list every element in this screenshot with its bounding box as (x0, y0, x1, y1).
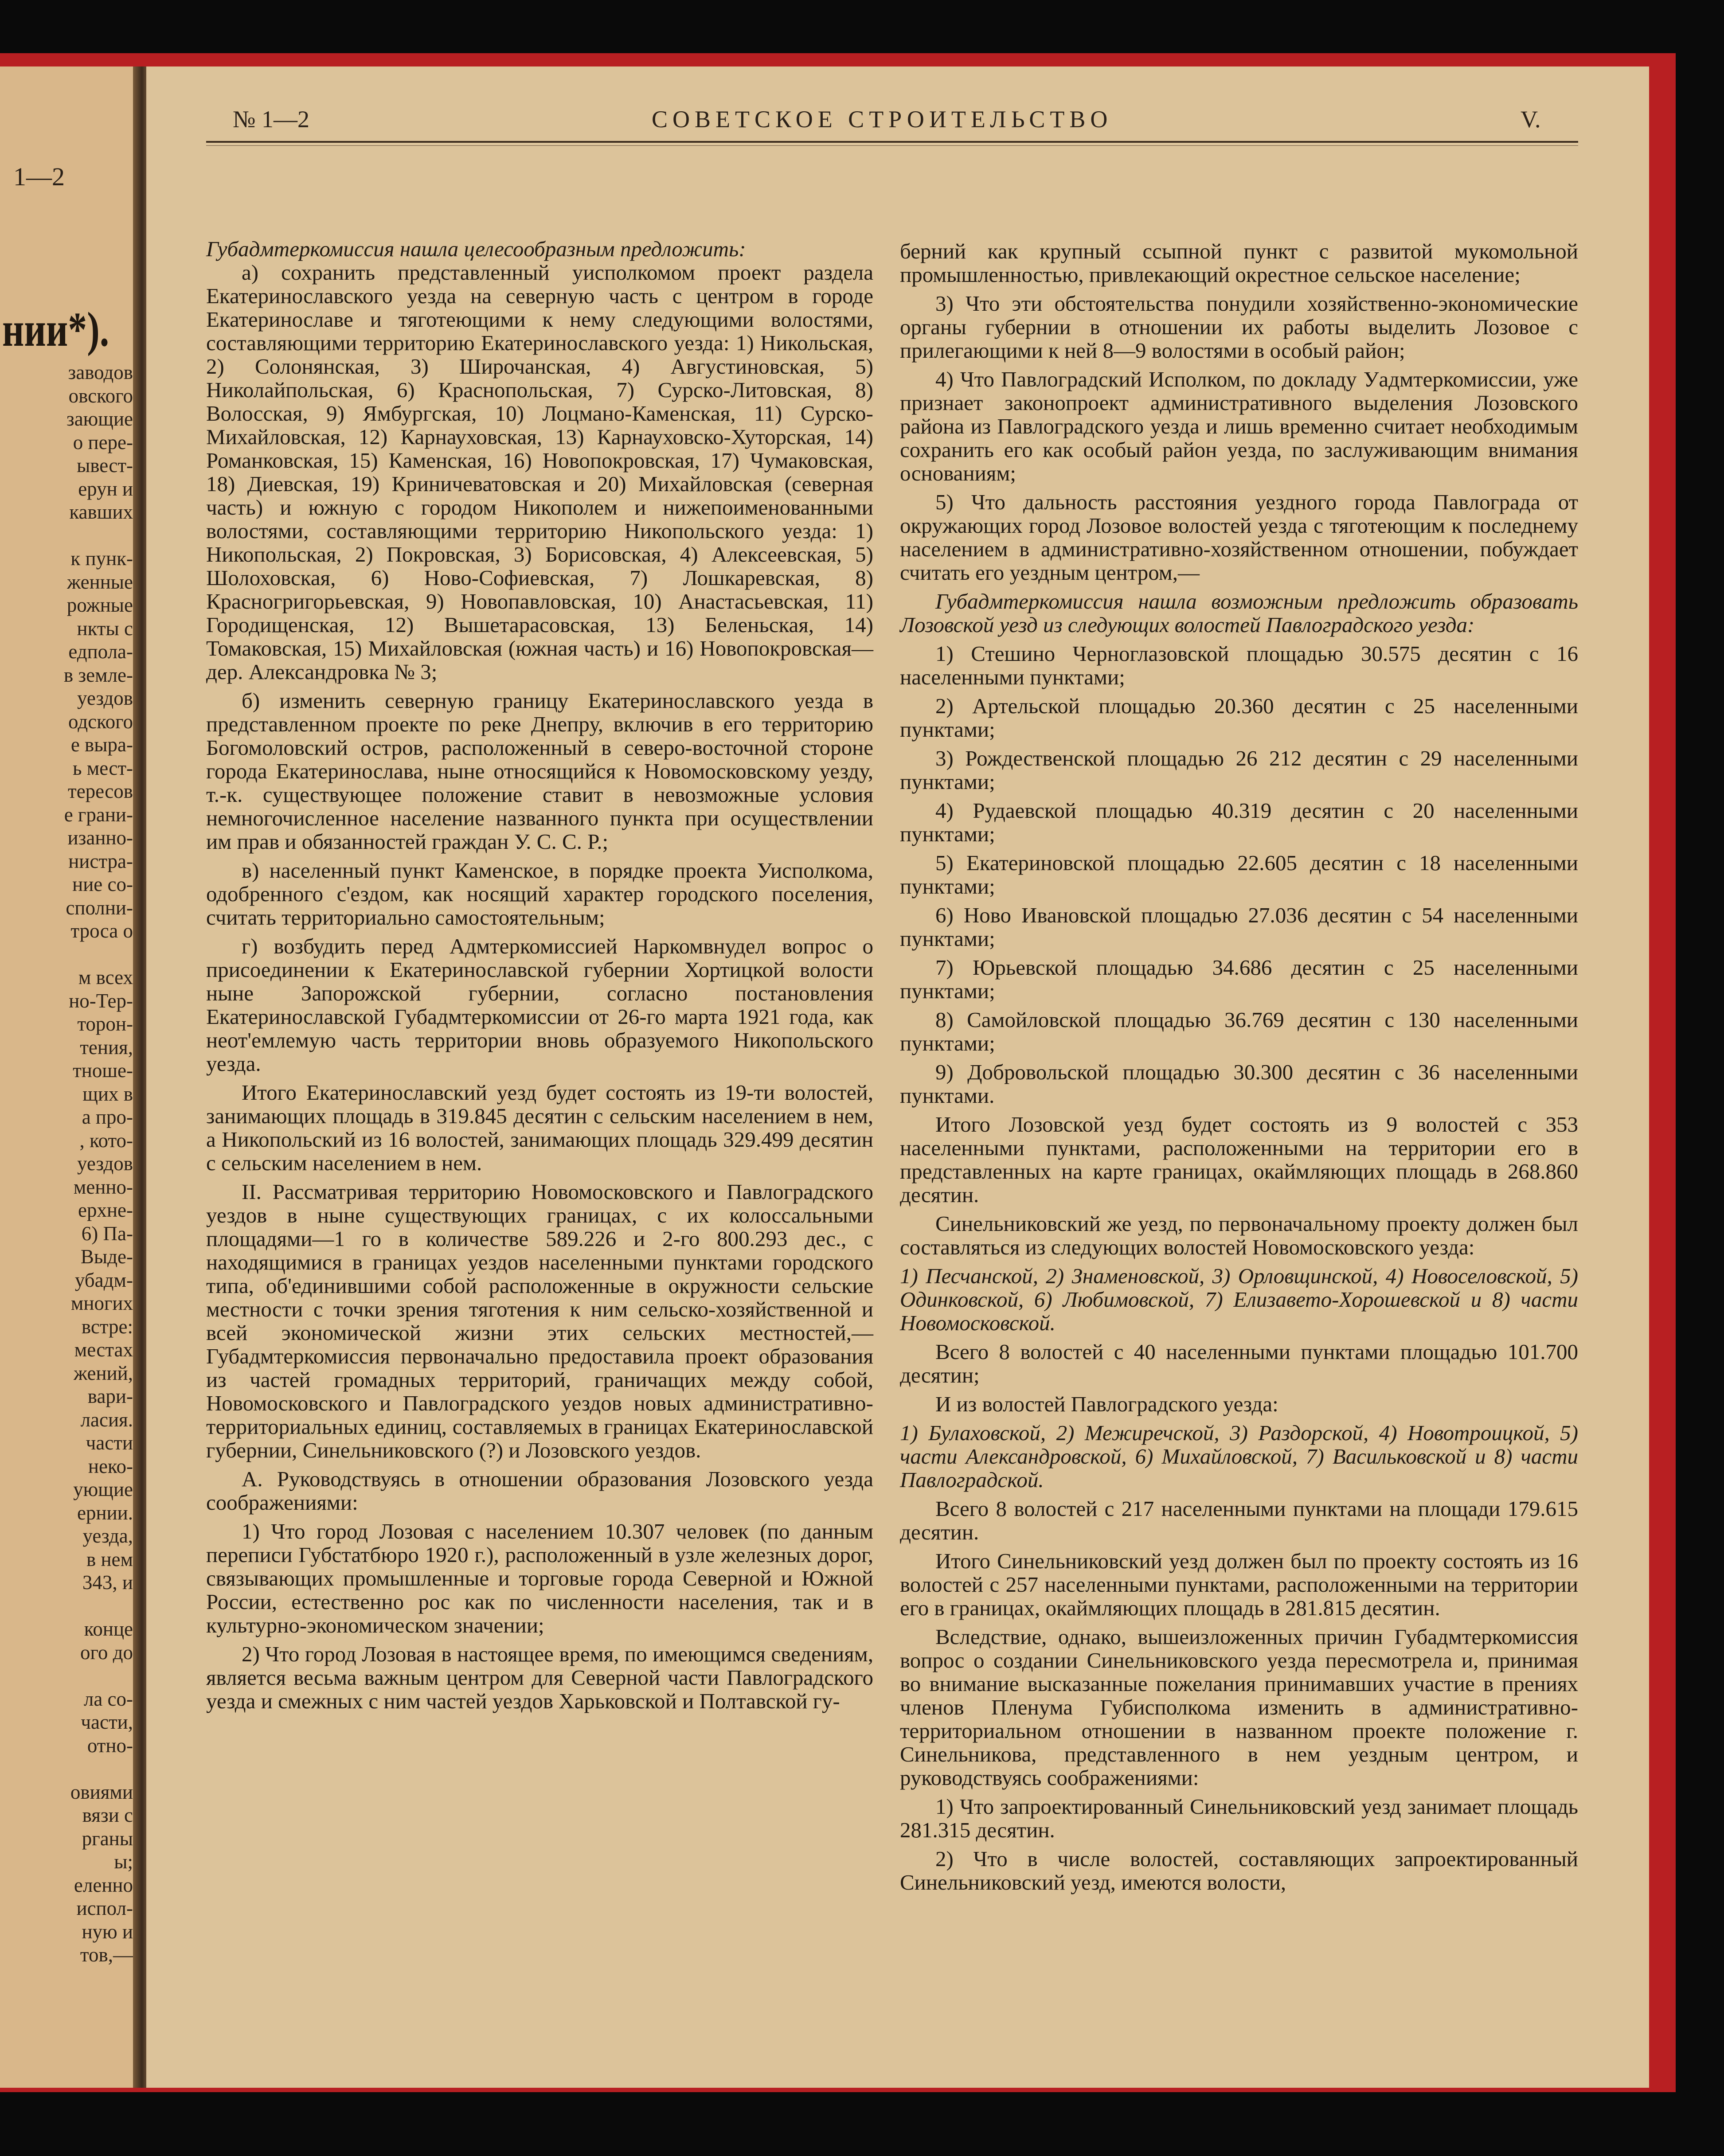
left-page-fragment: но-Тер- (69, 989, 133, 1012)
left-page-fragment: кавших (69, 501, 133, 523)
paragraph: Итого Екатеринославский уезд будет состоять из 19-ти волостей, занимающих площадь в 319.845 десятин с сельским населением в нем, а Никопольский из 16 волостей, занимающих площадь 329.499 десятин с сельским населением в нем. (206, 1080, 873, 1175)
paragraph: 1) Что город Лозовая с населением 10.307 человек (по данным переписи Губстатбюро 1920 г.), расположенный в узле железных дорог, связывающих промышленные и торговые города Северной и Южной России, естественно рос как по численности населения, так и в культурно-экономическом значении; (206, 1519, 873, 1637)
left-page-fragment: ы; (114, 1851, 133, 1873)
left-page-fragment: тения, (80, 1036, 133, 1058)
paragraph: Всего 8 волостей с 40 населенными пунктами площадью 101.700 десятин; (900, 1340, 1578, 1387)
left-page-fragment: а про- (82, 1106, 133, 1128)
left-page-fragment: жений, (74, 1362, 133, 1384)
paragraph: б) изменить северную границу Екатеринославского уезда в представленном проекте по реке Днепру, включив в его территорию Богомоловский остров, расположенный в северо-восточной стороне города Екатеринослава, ныне относящийся к Новомосковскому уезду, т.-к. существующее положение ставит в невозможные условия немногочисленное население названного пункта при осуществлении им прав и обязанностей граждан У. С. С. Р.; (206, 688, 873, 854)
left-page-fragment: 343, и (82, 1571, 133, 1594)
paragraph: 5) Что дальность расстояния уездного города Павлограда от окружающих город Лозовое волостей уезда с тяготеющим к последнему населением в административно-хозяйственном отношении, побуждает считать его уездным центром,— (900, 490, 1578, 585)
left-page-fragment: к пунк- (70, 547, 133, 570)
left-page-fragment: многих (70, 1292, 133, 1314)
left-page-fragment: о пере- (73, 431, 133, 453)
left-page-fragment: м всех (78, 966, 133, 988)
list-item: 2) Артельской площадью 20.360 десятин с 25 населенными пунктами; (900, 694, 1578, 742)
paragraph: 1) Песчанской, 2) Знаменовской, 3) Орловщинской, 4) Новоселовской, 5) Одинковской, 6) Любимовской, 7) Елизавето-Хорошевской и 8) части Новомосковской. (900, 1264, 1578, 1335)
left-page-fragment: ерхне- (78, 1199, 133, 1221)
left-page-fragment: ернии. (77, 1501, 133, 1524)
header-rule-thin (206, 145, 1578, 146)
list-item: 9) Добровольской площадью 30.300 десятин с 36 населенными пунктами. (900, 1060, 1578, 1108)
left-page-fragment: ывест- (77, 454, 133, 477)
left-page-fragment: неко- (88, 1455, 133, 1477)
left-page-fragment: отно- (87, 1734, 133, 1757)
list-item: 8) Самойловской площадью 36.769 десятин с 130 населенными пунктами; (900, 1008, 1578, 1055)
left-page-fragment: 6) Па- (81, 1222, 133, 1245)
left-page-fragment: троса о (70, 920, 133, 942)
left-page-fragment: торон- (77, 1013, 133, 1035)
left-page-fragment: , кото- (79, 1129, 133, 1152)
list-item: 3) Рождественской площадью 26 212 десятин с 29 населенными пунктами; (900, 746, 1578, 794)
list-item: 7) Юрьевской площадью 34.686 десятин с 25 населенными пунктами; (900, 955, 1578, 1003)
paragraph: 2) Что город Лозовая в настоящее время, по имеющимся сведениям, является весьма важным центром для Северной части Павлоградского уезда и смежных с ним частей уездов Харьковской и Полтавской гу- (206, 1642, 873, 1713)
left-page-fragment: заводов (68, 361, 133, 383)
left-page-fragment: женные (67, 570, 133, 593)
left-page-number: 1—2 (13, 162, 65, 191)
paragraph: А. Руководствуясь в отношении образования Лозовского уезда соображениями: (206, 1467, 873, 1515)
paragraph: Итого Синельниковский уезд должен был по проекту состоять из 16 волостей с 257 населенными пунктами, расположенными на территории его в границах, окаймляющих площадь в 281.815 десятин. (900, 1549, 1578, 1620)
paragraph: Синельниковский же уезд, по первоначальному проекту должен был составляться из следующих волостей Новомосковского уезда: (900, 1211, 1578, 1259)
left-page-fragment: овского (68, 384, 133, 407)
left-page-fragment: сполни- (66, 896, 133, 919)
left-page-fragment: ла со- (83, 1687, 133, 1710)
header-rule (206, 141, 1578, 143)
left-page-fragment: ерун и (78, 477, 133, 500)
right-column (900, 239, 1578, 1894)
paragraph: Вследствие, однако, вышеизложенных причин Губадмтеркомиссия вопрос о создании Синельниковского уезда пересмотрела и, принимая во внимание высказанные пожелания принимавших участие в прениях членов Пленума Губисполкома изменить в административно-территориальном отношении в названном проекте положение г. Синельникова, представленного в нем уездным центром, и руководствуясь соображениями: (900, 1625, 1578, 1790)
left-page-fragment: едпола- (68, 641, 133, 663)
paragraph: Итого Лозовской уезд будет состоять из 9 волостей с 353 населенными пунктами, расположенными на территории его в представленных на карте границах, окаймляющих площадь в 268.860 десятин. (900, 1112, 1578, 1207)
paragraph: в) населенный пункт Каменское, в порядке проекта Уисполкома, одобренного с'ездом, как носящий характер городского поселения, считать территориально самостоятельным; (206, 858, 873, 930)
paragraph: берний как крупный ссыпной пункт с развитой мукомольной промышленностью, привлекающий окрестное сельское население; (900, 239, 1578, 287)
left-page-fragment: тноше- (73, 1059, 133, 1082)
left-page-fragment: менно- (73, 1176, 133, 1198)
left-page-fragment: рганы (82, 1827, 133, 1850)
left-page-fragment: ь мест- (73, 757, 133, 779)
journal-title: СОВЕТСКОЕ СТРОИТЕЛЬСТВО (652, 106, 1113, 133)
page-number: V. (1521, 106, 1541, 133)
left-page-fragment: встре: (81, 1315, 133, 1338)
left-page-fragment: е выра- (70, 734, 133, 756)
paragraph: 1) Что запроектированный Синельниковский уезд занимает площадь 281.315 десятин. (900, 1794, 1578, 1842)
left-page-fragment: конце (84, 1618, 133, 1640)
issue-number: № 1—2 (233, 106, 310, 133)
left-page-fragment: уездов (77, 1152, 133, 1175)
left-page-fragment: в нем (86, 1548, 133, 1570)
left-page-fragment: нкты с (77, 617, 133, 640)
paragraph: г) возбудить перед Адмтеркомиссией Наркомвнудел вопрос о присоединении к Екатеринославской губернии Хортицкой волости ныне Запорожской губернии, согласно постановления Екатеринославской Губадмтеркомиссии от 26-го марта 1921 года, как неот'емлемую часть территории вновь образуемого Никопольского уезда. (206, 934, 873, 1076)
paragraph: 3) Что эти обстоятельства понудили хозяйственно-экономические органы губернии в отношении их работы выделить Лозовое с прилегающими к ней 8—9 волостями в особый район; (900, 291, 1578, 363)
left-page-fragment: ого до (80, 1641, 133, 1664)
left-page-fragment: рожные (66, 594, 133, 616)
left-page-heading: нии*). (2, 302, 109, 356)
left-page-fragment: ующие (73, 1478, 133, 1500)
left-page-fragment: овиями (70, 1781, 133, 1803)
paragraph: а) сохранить представленный уисполкомом проект раздела Екатеринославского уезда на северную часть с центром в городе Екатеринославе и тяготеющими к нему следующими волостями, составляющими территорию Екатеринославского уезда: 1) Никольская, 2) Солонянская, 3) Широчанская, 4) Августиновская, 5) Николайпольская, 6) Краснопольская, 7) Сурско-Литовская, 8) Волосская, 9) Ямбургская, 10) Лоцмано-Каменская, 11) Сурско-Михайловская, 12) Карнауховская, 13) Карнауховско-Хуторская, 14) Романковская, 15) Каменская, 16) Новопокровская, 17) Чумаковская, 18) Диевская, 19) Криничеватовская и 20) Михайловская (северная часть) и южную с городом Никополем и нижепоименованными волостями, составляющими территорию Никопольского уезда: 1) Никопольская, 2) Покровская, 3) Борисовская, 4) Алексеевская, 5) Шолоховская, 6) Ново-Софиевская, 7) Лошкаревская, 8) Красногригорьевская, 9) Новопавловская, 10) Анастасьевская, 11) Городищенская, 12) Вышетарасовская, 13) Беленьская, 14) Томаковская, 15) Михайловская (южная часть) и 16) Новопокровская—дер. Александровка № 3; (206, 260, 873, 684)
left-page-fragment: уезда, (82, 1525, 133, 1547)
list-item: 6) Ново Ивановской площадью 27.036 десятин с 54 населенными пунктами; (900, 903, 1578, 951)
left-page-fragment: вари- (87, 1385, 133, 1407)
left-page (0, 66, 142, 2088)
left-page-fragment: ную и (82, 1920, 133, 1943)
left-page-fragment: еленно (74, 1874, 133, 1896)
paragraph: Губадмтеркомиссия нашла возможным предложить образовать Лозовской уезд из следующих волостей Павлоградского уезда: (900, 589, 1578, 637)
paragraph: Всего 8 волостей с 217 населенными пунктами на площади 179.615 десятин. (900, 1496, 1578, 1544)
left-page-fragment: части (86, 1432, 133, 1454)
paragraph: Губадмтеркомиссия нашла целесообразным предложить: (206, 237, 746, 261)
left-page-fragment: местах (74, 1339, 133, 1361)
left-page-fragment: е грани- (64, 803, 133, 826)
left-page-fragment: тересов (68, 780, 133, 802)
left-page-fragment: уездов (77, 687, 133, 709)
paragraph: II. Рассматривая территорию Новомосковского и Павлоградского уездов в ныне существующих границах, с их колоссальными площадями—1 го в количестве 589.226 и 2-го 800.293 дес., с находящимися в границах уездов населенными пунктами городского типа, об'единившими собой расположенные в окружности сельские местности с точки зрения тяготения к ним сельско-хозяйственной и всей экономической жизни этих сельских местностей,— Губадмтеркомиссия первоначально предоставила проект образования из частей громадных территорий, граничащих между собой, Новомосковского и Павлоградского уездов новых административно-территориальных единиц, составляемых в границах Екатеринославской губернии, Синельниковского (?) и Лозовского уездов. (206, 1180, 873, 1462)
left-page-fragment: тов,— (80, 1944, 133, 1966)
paragraph: 1) Булаховской, 2) Межиречской, 3) Раздорской, 4) Новотроицкой, 5) части Александровской, 6) Михайловской, 7) Васильковской и 8) части Павлоградской. (900, 1421, 1578, 1492)
list-item: 4) Рудаевской площадью 40.319 десятин с 20 населенными пунктами; (900, 798, 1578, 846)
list-item: 1) Стешино Черноглазовской площадью 30.575 десятин с 16 населенными пунктами; (900, 641, 1578, 689)
list-item: 5) Екатериновской площадью 22.605 десятин с 18 населенными пунктами; (900, 851, 1578, 898)
left-page-fragment: нистра- (68, 850, 133, 872)
left-column (206, 237, 873, 1713)
paragraph: И из волостей Павлоградского уезда: (935, 1392, 1278, 1416)
left-page-fragment: части, (81, 1711, 133, 1733)
left-page-fragment: в земле- (63, 664, 133, 686)
left-page-fragment: вязи с (82, 1804, 133, 1826)
left-page-fragment: ласия. (80, 1408, 133, 1431)
left-page-fragment: изанно- (67, 827, 133, 849)
paragraph: 2) Что в числе волостей, составляющих запроектированный Синельниковский уезд, имеются волости, (900, 1847, 1578, 1894)
left-page-fragment: одского (68, 710, 133, 733)
left-page-fragment: ние со- (72, 873, 133, 895)
left-page-fragment: убадм- (74, 1269, 133, 1291)
left-page-fragment: Выде- (80, 1246, 133, 1268)
left-page-fragment: щих в (82, 1082, 133, 1105)
left-page-fragment: зающие (66, 408, 133, 430)
left-page-fragment: испол- (76, 1897, 133, 1919)
paragraph: 4) Что Павлоградский Исполком, по докладу Уадмтеркомиссии, уже признает законопроект административного выделения Лозовского района из Павлоградского уезда и лишь временно считает необходимым сохранить его как особый район уезда, по заслуживающим внимания основаниям; (900, 367, 1578, 485)
